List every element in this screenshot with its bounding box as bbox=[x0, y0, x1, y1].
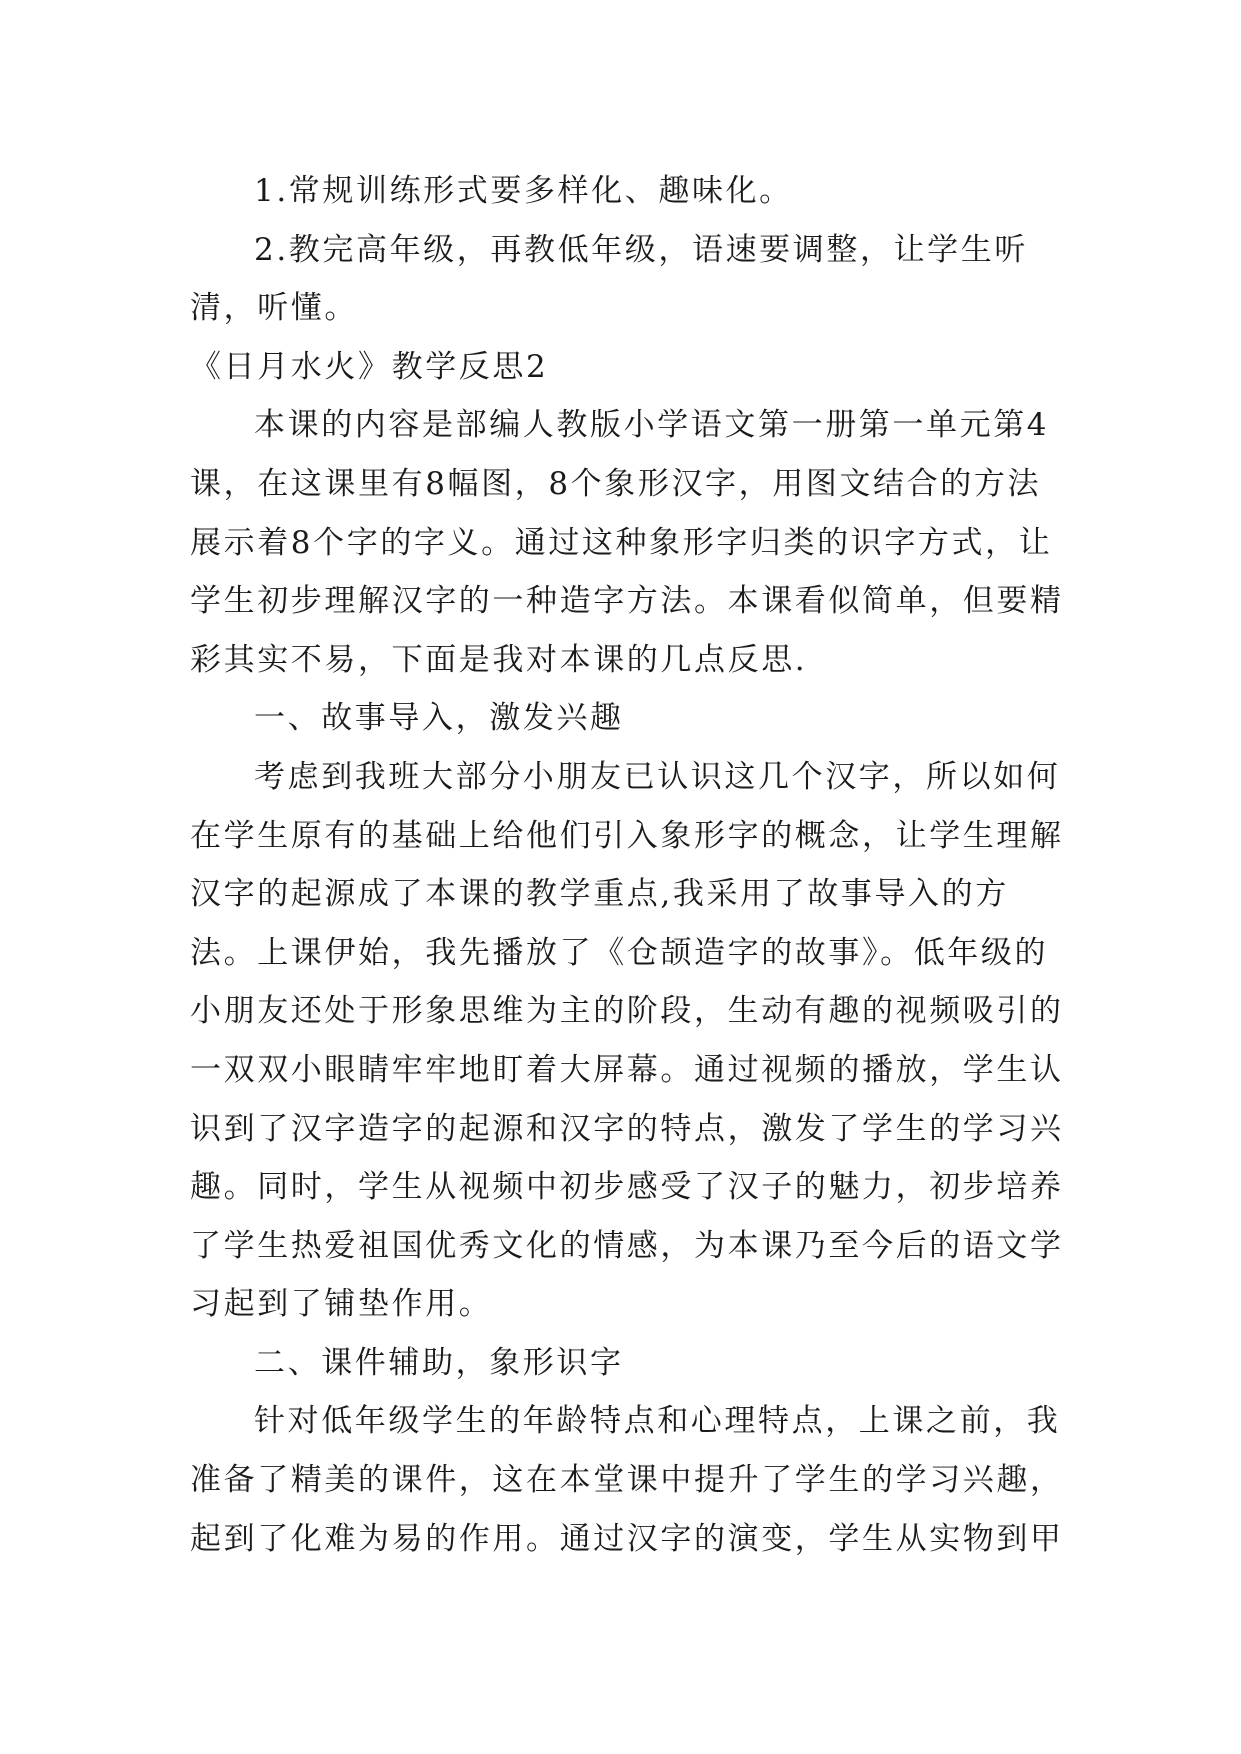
paragraph-story-intro: 考虑到我班大部分小朋友已认识这几个汉字，所以如何在学生原有的基础上给他们引入象形字的概念，让学生理解汉字的起源成了本课的教学重点,我采用了故事导入的方法。上课伊始，我先播放了《仓颉造字的故事》。低年级的小朋友还处于形象思维为主的阶段，生动有趣的视频吸引的一双双小眼睛牢牢地盯着大屏幕。通过视频的播放，学生认识到了汉字造字的起源和汉字的特点，激发了学生的学习兴趣。同时，学生从视频中初步感受了汉子的魅力，初步培养了学生热爱祖国优秀文化的情感，为本课乃至今后的语文学习起到了铺垫作用。 bbox=[190, 758, 1064, 1323]
document-body bbox=[190, 162, 1070, 1568]
paragraph-tip-2: 2.教完高年级，再教低年级，语速要调整，让学生听清，听懂。 bbox=[190, 231, 1028, 327]
paragraph-intro: 本课的内容是部编人教版小学语文第一册第一单元第4课，在这课里有8幅图，8个象形汉字，用图文结合的方法展示着8个字的字义。通过这种象形字归类的识字方式，让学生初步理解汉字的一种造字方法。本课看似简单，但要精彩其实不易，下面是我对本课的几点反思. bbox=[190, 407, 1064, 678]
paragraph-courseware: 针对低年级学生的年龄特点和心理特点，上课之前，我准备了精美的课件，这在本堂课中提升了学生的学习兴趣，起到了化难为易的作用。通过汉字的演变，学生从实物到甲 bbox=[190, 1403, 1064, 1557]
heading-courseware: 二、课件辅助，象形识字 bbox=[254, 1344, 624, 1381]
section-title: 《日月水火》教学反思2 bbox=[190, 348, 549, 385]
heading-story-intro: 一、故事导入，激发兴趣 bbox=[254, 700, 624, 737]
paragraph-tip-1: 1.常规训练形式要多样化、趣味化。 bbox=[254, 173, 793, 209]
